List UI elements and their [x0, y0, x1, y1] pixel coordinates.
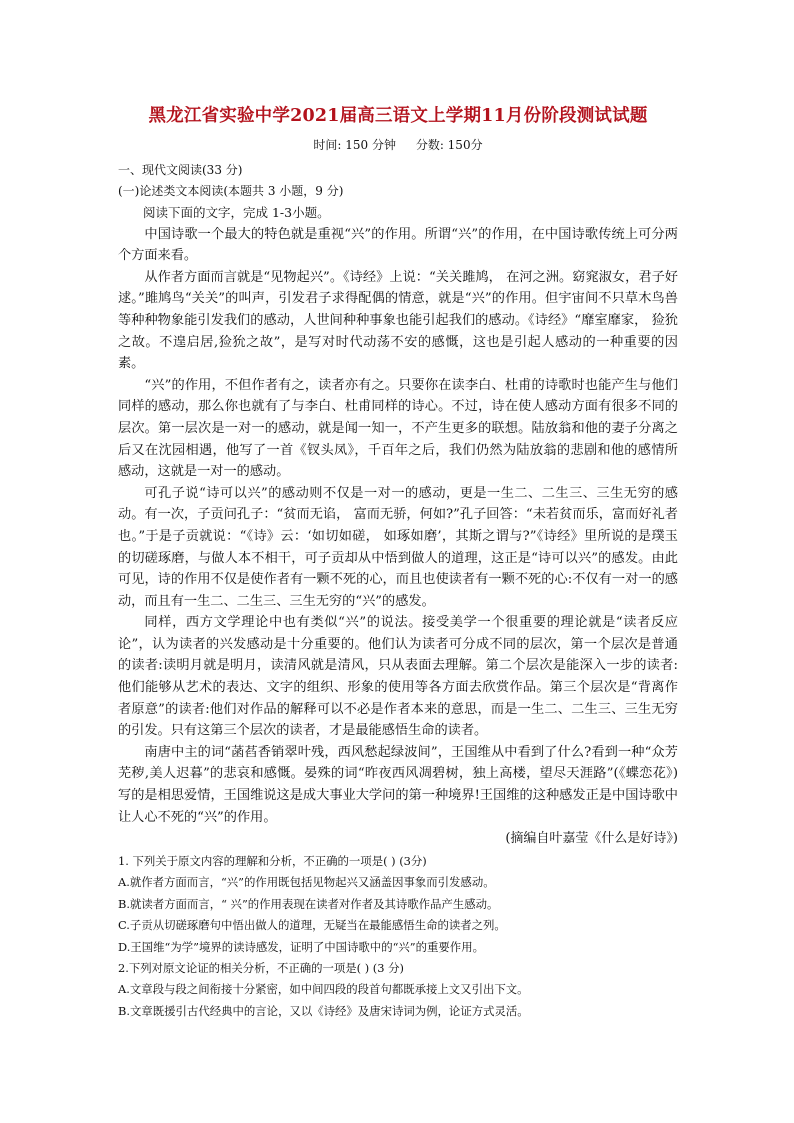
reading-instruction: 阅读下面的文字，完成 1-3小题。: [143, 205, 330, 220]
question-option: D.王国维“为学”境界的读诗感发，证明了中国诗歌中的“兴”的重要作用。: [118, 939, 484, 954]
exam-title: 黑龙江省实验中学2021届高三语文上学期11月份阶段测试试题: [148, 106, 648, 126]
question-option: A.就作者方面而言，“兴”的作用既包括见物起兴又涵盖因事象而引发感动。: [118, 875, 495, 890]
passage-paragraph: 南唐中主的词“菡萏香销翠叶残，西风愁起绿波间”，王国维从中看到了什么?看到一种“众芳芜秽,美人迟暮”的悲哀和感慨。晏殊的词“昨夜西风凋碧树，独上高楼，望尽天涯路”(《蝶恋花》)写的是相思爱情，王国维说这是成大事业大学问的第一种境界!王国维的这种感发正是中国诗歌中让人心不死的“兴”的作用。: [118, 744, 678, 825]
question-stem: 2.下列对原文论证的相关分析，不正确的一项是( ) (3 分): [118, 961, 404, 976]
question-2: [118, 958, 678, 1022]
question-option: B.就读者方面而言，“ 兴”的作用表现在读者对作者及其诗歌作品产生感动。: [118, 896, 499, 911]
exam-meta: [118, 136, 678, 154]
exam-time: 时间: 150 分钟: [313, 138, 396, 152]
question-option: C.子贡从切磋琢磨句中悟出做人的道理，无疑当在最能感悟生命的读者之列。: [118, 918, 506, 933]
reading-passage: [118, 224, 678, 829]
passage-paragraph: 从作者方面而言就是“见物起兴”。《诗经》上说：“关关雎鸠， 在河之洲。窈窕淑女，君子好逑。”雎鸠鸟“关关”的叫声，引发君子求得配偶的情意，就是“兴”的作用。但宇宙间不只草木鸟兽等种种物象能引发我们的感动，人世间种种事象也能引起我们的感动。《诗经》“靡室靡家， 猃狁之故。不遑启居,猃狁之故”，是写对时代动荡不安的感慨，这也是引起人感动的一种重要的因素。: [118, 269, 678, 372]
exam-page: [118, 104, 678, 1022]
question-option: B.文章既援引古代经典中的言论，又以《诗经》及唐宋诗词为例，论证方式灵活。: [118, 1003, 529, 1018]
subsection-heading: (一)论述类文本阅读(本题共 3 小题，9 分): [118, 184, 344, 198]
question-1: [118, 851, 678, 958]
passage-paragraph: 同样，西方文学理论中也有类似“兴”的说法。接受美学一个很重要的理论就是“读者反应论”，认为读者的兴发感动是十分重要的。他们认为读者可分成不同的层次，第一个层次是普通的读者:读明月就是明月，读清风就是清风，只从表面去理解。第二个层次是能深入一步的读者:他们能够从艺术的表达、文字的组织、形象的使用等各方面去欣赏作品。第三个层次是“背离作者原意”的读者:他们对作品的解释可以不必是作者本来的意思，而是一生二、二生三、三生无穷的引发。只有这第三个层次的读者，才是最能感悟生命的读者。: [118, 615, 678, 739]
passage-paragraph: 可孔子说“诗可以兴”的感动则不仅是一对一的感动，更是一生二、二生三、三生无穷的感动。有一次，子贡问孔子：“贫而无谄， 富而无骄，何如?”孔子回答：“未若贫而乐，富而好礼者也。”于是子贡就说：“《诗》云：‘如切如磋， 如琢如磨’，其斯之谓与?”《诗经》里所说的是璞玉的切磋琢磨，与做人本不相干，可子贡却从中悟到做人的道理，这正是“诗可以兴”的感发。由此可见，诗的作用不仅是使作者有一颗不死的心，而且也使读者有一颗不死的心:不仅有一对一的感动，而且有一生二、二生三、三生无穷的“兴”的感发。: [118, 485, 678, 609]
section-heading: 一、现代文阅读(33 分): [118, 163, 243, 177]
passage-source: (摘编自叶嘉莹《什么是好诗》): [505, 831, 678, 847]
passage-paragraph: “兴”的作用，不但作者有之，读者亦有之。只要你在读李白、杜甫的诗歌时也能产生与他们同样的感动，那么你也就有了与李白、杜甫同样的诗心。不过，诗在使人感动方面有很多不同的层次。第一层次是一对一的感动，就是闻一知一，不产生更多的联想。陆放翁和他的妻子分离之后又在沈园相遇，他写了一首《钗头凤》，千百年之后，我们仍然为陆放翁的悲剧和他的感情所感动，这就是一对一的感动。: [118, 377, 678, 480]
exam-score: 分数: 150分: [415, 138, 483, 152]
question-option: A.文章段与段之间衔接十分紧密，如中间四段的段首句都既承接上文又引出下文。: [118, 982, 529, 997]
question-stem: 1. 下列关于原文内容的理解和分析，不正确的一项是( ) (3分): [118, 854, 427, 869]
passage-paragraph: 中国诗歌一个最大的特色就是重视“兴”的作用。所谓“兴”的作用，在中国诗歌传统上可分两个方面来看。: [118, 226, 678, 264]
